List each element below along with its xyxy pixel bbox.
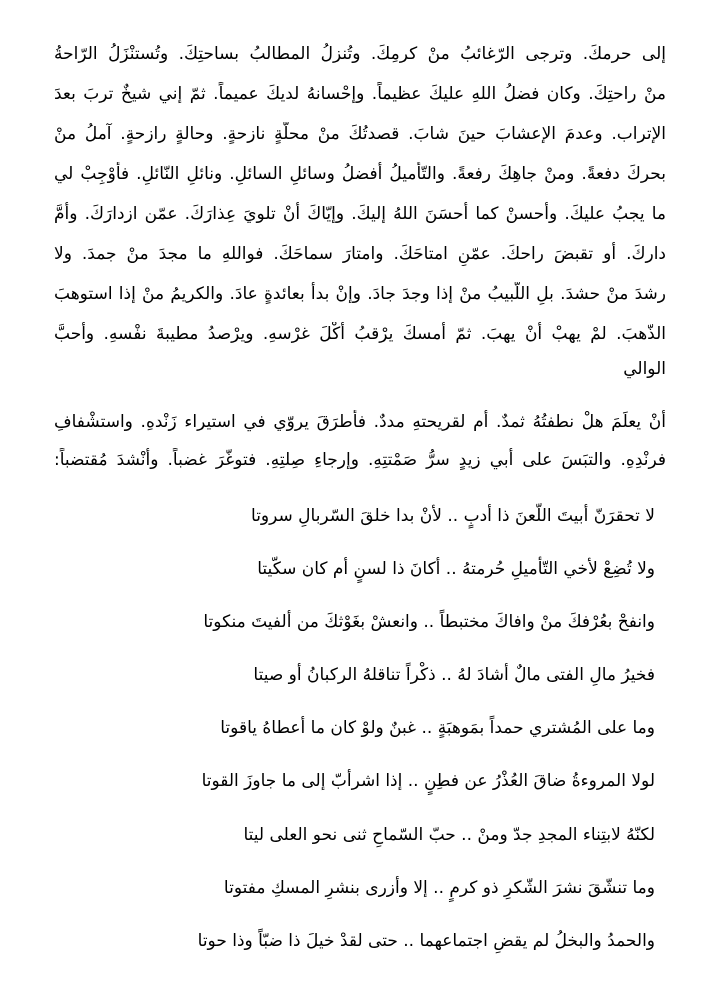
poem-verse-1: لا تحقرَنّ أبيتَ اللّعنَ ذا أدبٍ .. لأنْ بدا خلقَ السّربالِ سروتا: [251, 506, 655, 526]
poem-verse-7: لكنّهُ لابتِناء المجدِ جدّ ومنْ .. حبّ السّماحِ ثنى نحو العلى ليتا: [243, 825, 655, 845]
paragraph-1-line-4: بحركَ دفعةً. ومنْ جاهِكَ رفعةً. والتّأميلُ أفضلُ وسائلِ السائلِ. ونائلِ النّائلِ. فأوْجِبْ لي: [54, 164, 666, 184]
paragraph-1-line-9: الوالي: [623, 359, 666, 379]
paragraph-1-line-8: الذّهبَ. لمْ يهبْ أنْ يهبَ. ثمّ أمسكَ يرْقبُ أكْلَ غرْسهِ. ويرْصدُ مطيبةَ نفْسهِ. وأحبَّ: [54, 324, 666, 344]
paragraph-1-line-2: منْ راحتِكَ. وكان فضلُ اللهِ عليكَ عظيماً. وإحْسانهُ لديكَ عميماً. ثمّ إني شيخٌ تربَ بعدَ: [54, 84, 666, 104]
paragraph-2-line-1: أنْ يعلَمَ هلْ نطفتُهُ ثمدٌ. أم لقريحتهِ مددٌ. فأطرَقَ يروّي في استيراء زَنْدهِ. واستشْفافِ: [54, 412, 666, 432]
paragraph-1-line-5: ما يجبُ عليكَ. وأحسنْ كما أحسَنَ اللهُ إليكَ. وإيّاكَ أنْ تلويَ عِذارَكَ. عمّن ازدارَكَ. وأمَّ: [54, 204, 666, 224]
poem-verse-2: ولا تُضِعْ لأخي التّأميلِ حُرمتهُ .. أكانَ ذا لسنٍ أم كان سكّيتا: [257, 559, 655, 579]
poem-verse-9: والحمدُ والبخلُ لم يقضِ اجتماعهما .. حتى لقدْ خيلَ ذا ضبّاً وذا حوتا: [197, 931, 655, 951]
poem-verse-4: فخيرُ مالِ الفتى مالٌ أشادَ لهُ .. ذكْراً تناقلهُ الركبانُ أو صيتا: [253, 665, 655, 685]
paragraph-1-line-3: الإتراب. وعدمَ الإعشابَ حينَ شابَ. قصدتُكَ منْ محلّةٍ نازحةٍ. وحالةٍ رازحةٍ. آملُ منْ: [54, 124, 666, 144]
paragraph-1-line-1: إلى حرمكَ. وترجى الرّغائبُ منْ كرمِكَ. وتُنزلُ المطالبُ بساحتِكَ. وتُستنْزَلُ الرّاحةُ: [54, 44, 666, 64]
paragraph-1-line-7: رشدَ منْ حشدَ. بلِ اللّبيبُ منْ إذا وجدَ جادَ. وإنْ بدأ بعائدةٍ عادَ. والكريمُ منْ إذا استوهبَ: [54, 284, 666, 304]
paragraph-1-line-6: داركَ. أو تقبضَ راحكَ. عمّنِ امتاحَكَ. وامتارَ سماحَكَ. فواللهِ ما مجدَ منْ جمدَ. ولا: [54, 244, 666, 264]
poem-verse-5: وما على المُشتري حمداً بمَوهبَةٍ .. غبنٌ ولوْ كان ما أعطاهُ ياقوتا: [220, 718, 655, 738]
poem-verse-3: وانفحْ بعُرْفكَ منْ وافاكَ مختبطاً .. وانعشْ بغَوْثكَ من ألفيتَ منكوتا: [203, 612, 655, 632]
poem-verse-8: وما تنشّقَ نشرَ الشّكرِ ذو كرمٍ .. إلا وأزرى بنشرِ المسكِ مفتوتا: [223, 878, 655, 898]
poem-verse-6: لولا المروءةُ ضاقَ العُذْرُ عن فطِنٍ .. إذا اشرأبّ إلى ما جاوزَ القوتا: [201, 771, 655, 791]
paragraph-2-line-2: فرنْدِهِ. والتبَسَ على أبي زيدٍ سرُّ صَمْتتِهِ. وإرجاءِ صِلتِهِ. فتوغّرَ غضباً. وأنْشدَ مُقتضباً:: [54, 450, 666, 470]
